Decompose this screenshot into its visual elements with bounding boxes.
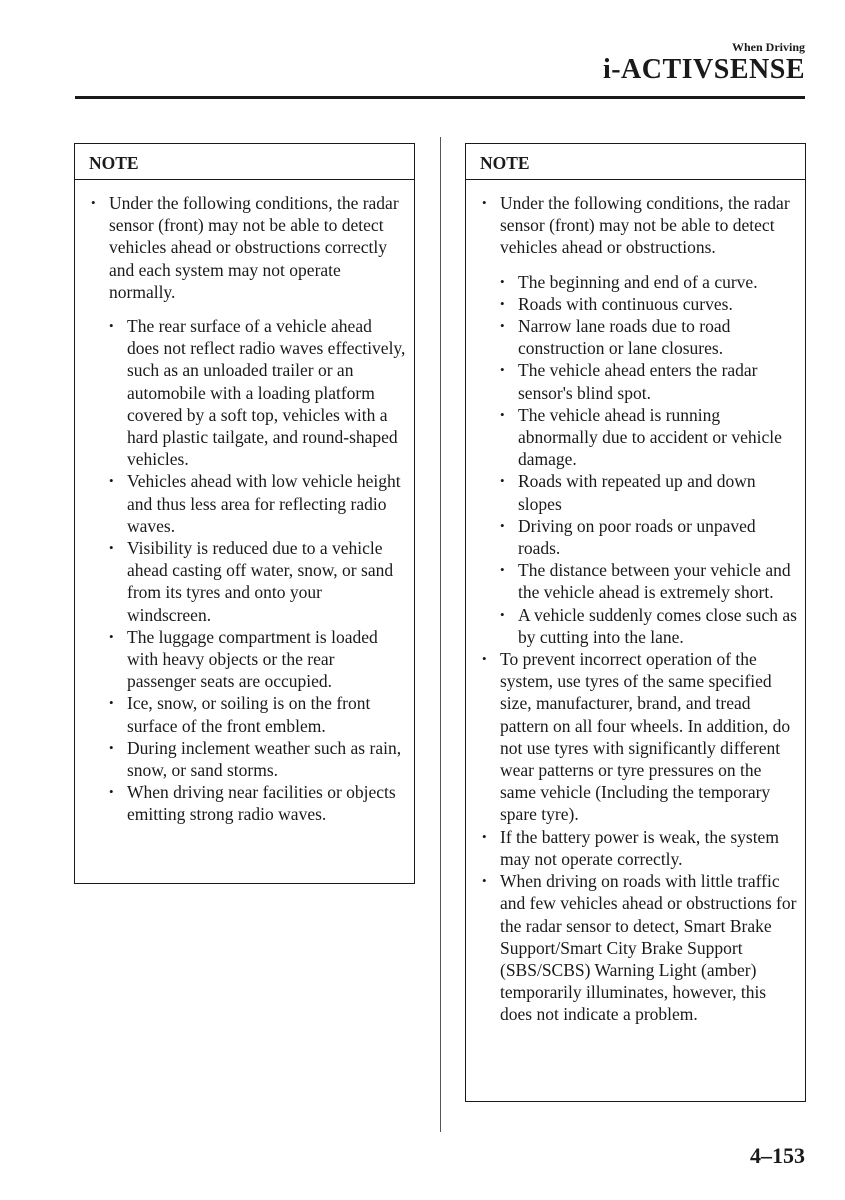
note-intro: Under the following conditions, the radar sensor (front) may not be able to detect vehicles ahead or obstructions. — [500, 193, 790, 258]
column-divider — [440, 137, 441, 1132]
page-number: 4–153 — [750, 1143, 805, 1168]
list-item: • The luggage compartment is loaded with heavy objects or the rear passenger seats are occupied. — [109, 626, 406, 693]
note-list — [482, 192, 797, 1026]
list-item: • Ice, snow, or soiling is on the front surface of the front emblem. — [109, 692, 406, 736]
list-item — [482, 192, 797, 648]
note-heading: NOTE — [75, 144, 414, 180]
list-item: • The beginning and end of a curve. — [500, 271, 797, 293]
note-sublist — [109, 315, 406, 826]
list-item — [91, 192, 406, 826]
list-item: • Roads with repeated up and down slopes — [500, 470, 797, 514]
list-item: • A vehicle suddenly comes close such as by cutting into the lane. — [500, 604, 797, 648]
page-title: i-ACTIVSENSE — [602, 54, 805, 85]
section-label: When Driving — [731, 40, 805, 54]
list-item: • When driving near facilities or objects emitting strong radio waves. — [109, 781, 406, 825]
note-sublist — [500, 271, 797, 648]
header-rule — [75, 96, 805, 99]
note-box-right — [465, 143, 806, 1102]
note-box-left — [74, 143, 415, 884]
note-intro: Under the following conditions, the radar sensor (front) may not be able to detect vehicles ahead or obstructions correctly and each system may not operate normally. — [109, 193, 399, 302]
list-item: • During inclement weather such as rain, snow, or sand storms. — [109, 737, 406, 781]
list-item: • If the battery power is weak, the system may not operate correctly. — [482, 826, 797, 870]
note-body — [75, 180, 414, 826]
list-item: • When driving on roads with little traffic and few vehicles ahead or obstructions for the radar sensor to detect, Smart Brake Support/Smart City Brake Support (SBS/SCBS) Warning Light (amber) temporarily illuminates, however, this does not indicate a problem. — [482, 870, 797, 1025]
list-item: • Driving on poor roads or unpaved roads. — [500, 515, 797, 559]
list-item: • Vehicles ahead with low vehicle height and thus less area for reflecting radio waves. — [109, 470, 406, 537]
note-body — [466, 180, 805, 1026]
list-item: • Roads with continuous curves. — [500, 293, 797, 315]
list-item: • The vehicle ahead is running abnormally due to accident or vehicle damage. — [500, 404, 797, 471]
list-item: • To prevent incorrect operation of the system, use tyres of the same specified size, manufacturer, brand, and tread pattern on all four wheels. In addition, do not use tyres with significantly different wear patterns or tyre pressures on the same vehicle (Including the temporary spare tyre). — [482, 648, 797, 826]
list-item: • The vehicle ahead enters the radar sensor's blind spot. — [500, 359, 797, 403]
list-item: • Visibility is reduced due to a vehicle ahead casting off water, snow, or sand from its tyres and onto your windscreen. — [109, 537, 406, 626]
note-heading: NOTE — [466, 144, 805, 180]
list-item: • The rear surface of a vehicle ahead does not reflect radio waves effectively, such as an unloaded trailer or an automobile with a loading platform covered by a soft top, vehicles with a hard plastic tailgate, and round-shaped vehicles. — [109, 315, 406, 470]
list-item: • Narrow lane roads due to road construction or lane closures. — [500, 315, 797, 359]
list-item: • The distance between your vehicle and the vehicle ahead is extremely short. — [500, 559, 797, 603]
note-list — [91, 192, 406, 826]
